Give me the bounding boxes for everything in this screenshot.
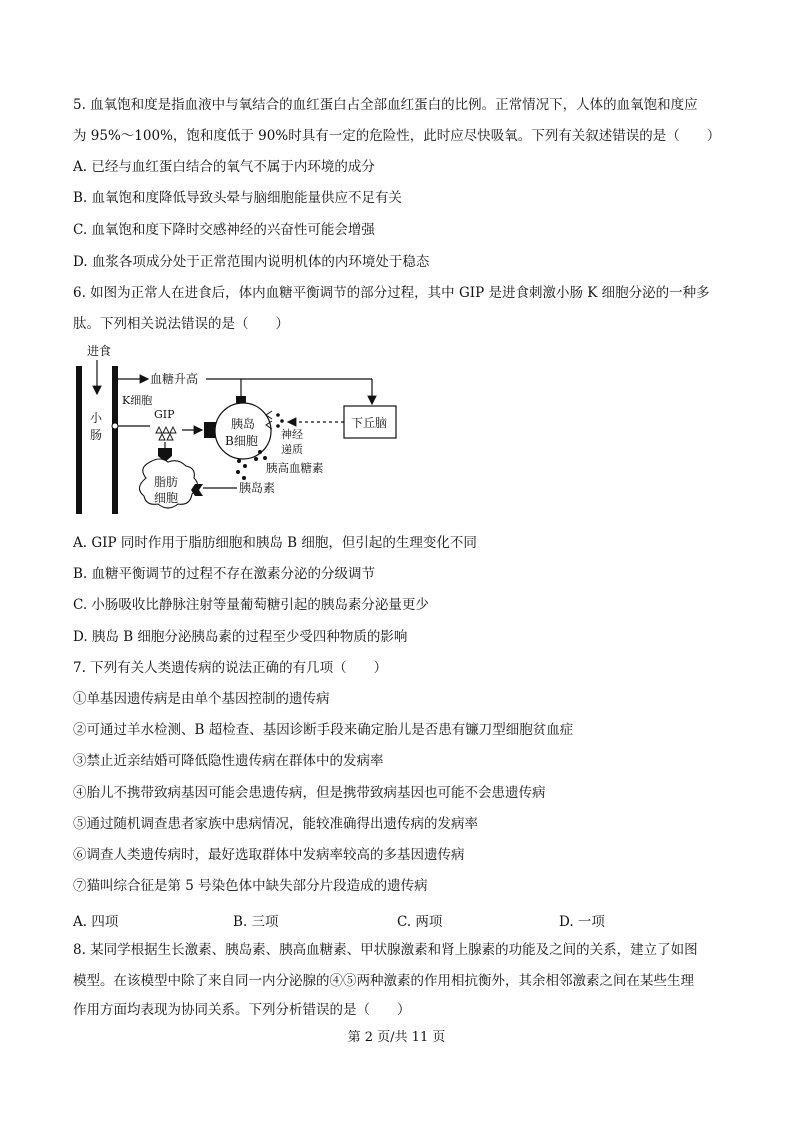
q5-option-b: B. 血氧饱和度降低导致头晕与脑细胞能量供应不足有关 [73,190,403,206]
k-cell-dot [112,423,118,429]
q6-option-a: A. GIP 同时作用于脂肪细胞和胰岛 B 细胞，但引起的生理变化不同 [73,535,477,551]
k-cell-label: K细胞 [122,394,153,407]
intestine-label-1: 小 [90,411,103,425]
q5-option-c: C. 血氧饱和度下降时交感神经的兴奋性可能会增强 [73,222,375,238]
q8-stem-line1: 8. 某同学根据生长激素、胰岛素、胰高血糖素、甲状腺激素和肾上腺素的功能及之间的关系，建立了如图 [73,942,698,958]
neuro-label-1: 神经 [281,428,303,441]
islet-label-1: 胰岛 [231,417,256,431]
glucose-regulation-diagram [70,338,410,524]
q6-stem-line1: 6. 如图为正常人在进食后，体内血糖平衡调节的部分过程，其中 GIP 是进食刺激小肠 K 细胞分泌的一种多 [73,285,710,301]
q7-item-5: ⑤通过随机调查患者家族中患病情况，能较准确得出遗传病的发病率 [73,816,478,832]
q5-stem-line2: 为 95%～100%，饱和度低于 90%时具有一定的危险性，此时应尽快吸氧。下列有关叙述错误的是（ ） [73,128,721,144]
fat-label-1: 脂肪 [154,475,179,489]
intestine-wall-left [76,366,82,514]
islet-b-cell [215,403,271,459]
islet-receptor-top [236,396,246,403]
gip-label: GIP [154,408,175,421]
q7-item-6: ⑥调查人类遗传病时，最好选取群体中发病率较高的多基因遗传病 [73,847,465,863]
q7-option-a: A. 四项 [73,914,119,930]
page-footer: 第 2 页/共 11 页 [347,1030,446,1045]
q8-stem-line2: 模型。在该模型中除了来自同一内分泌腺的④⑤两种激素的作用相抗衡外，其余相邻激素之间在某些生理 [73,973,694,989]
q7-item-7: ⑦猫叫综合征是第 5 号染色体中缺失部分片段造成的遗传病 [73,878,428,894]
q5-option-a: A. 已经与血红蛋白结合的氧气不属于内环境的成分 [73,159,375,175]
fat-label-2: 细胞 [154,491,179,505]
q7-item-4: ④胎儿不携带致病基因可能会患遗传病，但是携带致病基因也可能不会患遗传病 [73,785,546,801]
glucagon-label: 胰高血糖素 [266,461,324,475]
q6-option-d: D. 胰岛 B 细胞分泌胰岛素的过程至少受四种物质的影响 [73,629,408,645]
q7-item-2: ②可通过羊水检测、B 超检查、基因诊断手段来确定胎儿是否患有镰刀型细胞贫血症 [73,722,574,738]
gip-molecules [156,427,176,440]
q7-option-c: C. 两项 [397,914,443,930]
q7-options [73,910,713,928]
q7-item-1: ①单基因遗传病是由单个基因控制的遗传病 [73,691,330,707]
q7-option-d: D. 一项 [559,914,605,930]
q6-option-b: B. 血糖平衡调节的过程不存在激素分泌的分级调节 [73,566,376,582]
intestine-label-2: 肠 [90,428,103,442]
q6-option-c: C. 小肠吸收比静脉注射等量葡萄糖引起的胰岛素分泌量更少 [73,597,429,613]
glucose-rise-label: 血糖升高 [150,372,199,386]
q7-option-b: B. 三项 [233,914,279,930]
q7-stem: 7. 下列有关人类遗传病的说法正确的有几项（ ） [73,660,388,676]
intestine-wall-right [112,366,118,514]
neuro-label-2: 递质 [281,443,303,456]
q6-stem-line2: 肽。下列相关说法错误的是（ ） [73,316,289,332]
q5-stem-line1: 5. 血氧饱和度是指血液中与氧结合的血红蛋白占全部血红蛋白的比例。正常情况下，人体的血氧饱和度应 [73,97,698,113]
islet-label-2: B细胞 [225,434,258,448]
eat-label: 进食 [87,344,112,358]
q8-stem-line3: 作用方面均表现为协同关系。下列分析错误的是（ ） [73,1002,411,1018]
insulin-label: 胰岛素 [239,481,276,495]
q7-item-3: ③禁止近亲结婚可降低隐性遗传病在群体中的发病率 [73,753,384,769]
hypothalamus-label: 下丘脑 [351,416,388,430]
q5-option-d: D. 血浆各项成分处于正常范围内说明机体的内环境处于稳态 [73,254,430,270]
